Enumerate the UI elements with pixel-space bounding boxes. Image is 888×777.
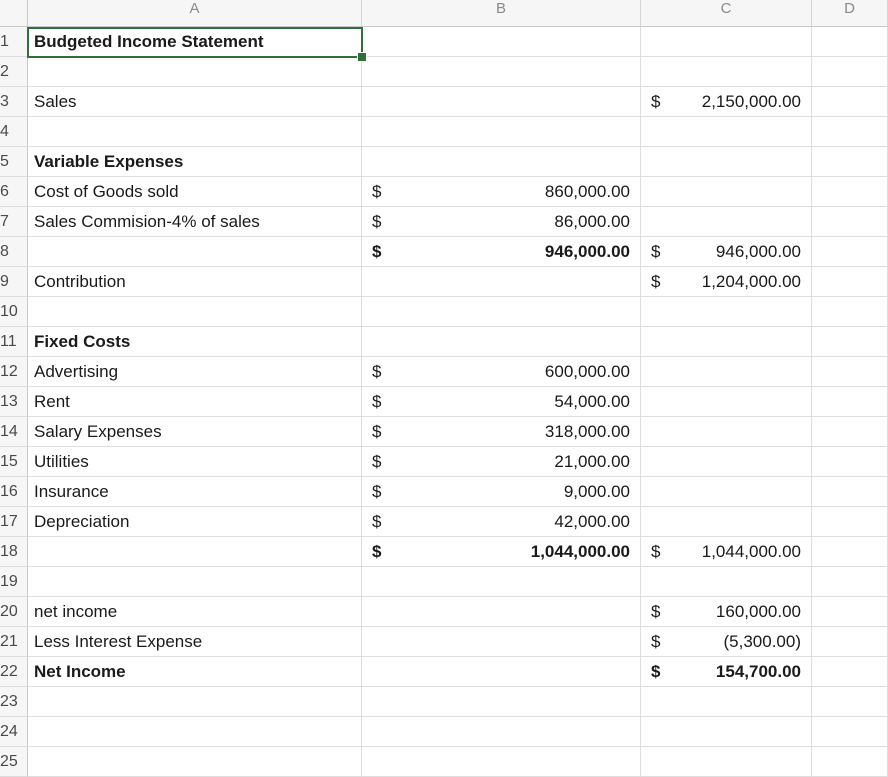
column-header-a[interactable]: A bbox=[28, 0, 362, 27]
cell-d[interactable] bbox=[812, 687, 888, 717]
cell-c-currency[interactable] bbox=[641, 417, 675, 447]
cell-c[interactable]: (5,300.00) bbox=[675, 627, 812, 657]
cell-b[interactable] bbox=[404, 597, 641, 627]
cell-a[interactable] bbox=[28, 747, 362, 777]
cell-b[interactable]: 21,000.00 bbox=[404, 447, 641, 477]
cell-c[interactable] bbox=[675, 357, 812, 387]
cell-c-currency[interactable] bbox=[641, 567, 675, 597]
cell-c[interactable]: 946,000.00 bbox=[675, 237, 812, 267]
cell-a[interactable] bbox=[28, 237, 362, 267]
row-header[interactable]: 19 bbox=[0, 567, 28, 597]
cell-c[interactable] bbox=[675, 207, 812, 237]
column-header-d[interactable]: D bbox=[812, 0, 888, 27]
cell-c[interactable]: 154,700.00 bbox=[675, 657, 812, 687]
cell-b[interactable]: 946,000.00 bbox=[404, 237, 641, 267]
row-header[interactable]: 23 bbox=[0, 687, 28, 717]
cell-c-currency[interactable] bbox=[641, 327, 675, 357]
cell-d[interactable] bbox=[812, 267, 888, 297]
row-header[interactable]: 22 bbox=[0, 657, 28, 687]
cell-d[interactable] bbox=[812, 477, 888, 507]
cell-c[interactable] bbox=[675, 447, 812, 477]
row-header[interactable]: 14 bbox=[0, 417, 28, 447]
cell-b[interactable] bbox=[404, 27, 641, 57]
cell-a[interactable]: Salary Expenses bbox=[28, 417, 362, 447]
cell-a[interactable]: Net Income bbox=[28, 657, 362, 687]
cell-c-currency[interactable] bbox=[641, 147, 675, 177]
cell-c[interactable]: 1,204,000.00 bbox=[675, 267, 812, 297]
cell-d[interactable] bbox=[812, 537, 888, 567]
cell-b-currency[interactable] bbox=[362, 627, 404, 657]
cell-b-currency[interactable]: $ bbox=[362, 177, 404, 207]
cell-c-currency[interactable]: $ bbox=[641, 87, 675, 117]
cell-d[interactable] bbox=[812, 57, 888, 87]
cell-b-currency[interactable] bbox=[362, 567, 404, 597]
row-header[interactable]: 12 bbox=[0, 357, 28, 387]
cell-b-currency[interactable]: $ bbox=[362, 357, 404, 387]
cell-a[interactable] bbox=[28, 297, 362, 327]
cell-b-currency[interactable]: $ bbox=[362, 237, 404, 267]
cell-a[interactable]: Budgeted Income Statement bbox=[28, 27, 362, 57]
cell-d[interactable] bbox=[812, 177, 888, 207]
cell-c-currency[interactable] bbox=[641, 177, 675, 207]
cell-a[interactable]: Cost of Goods sold bbox=[28, 177, 362, 207]
cell-b-currency[interactable]: $ bbox=[362, 507, 404, 537]
cell-c[interactable] bbox=[675, 507, 812, 537]
cell-c-currency[interactable]: $ bbox=[641, 237, 675, 267]
row-header[interactable]: 10 bbox=[0, 297, 28, 327]
cell-c[interactable] bbox=[675, 747, 812, 777]
cell-a[interactable]: Utilities bbox=[28, 447, 362, 477]
cell-b[interactable] bbox=[404, 87, 641, 117]
cell-c[interactable] bbox=[675, 687, 812, 717]
cell-b-currency[interactable] bbox=[362, 147, 404, 177]
cell-a[interactable]: Advertising bbox=[28, 357, 362, 387]
cell-b[interactable] bbox=[404, 717, 641, 747]
row-header[interactable]: 9 bbox=[0, 267, 28, 297]
cell-d[interactable] bbox=[812, 747, 888, 777]
cell-b-currency[interactable] bbox=[362, 27, 404, 57]
select-all-corner[interactable] bbox=[0, 0, 28, 27]
cell-c[interactable] bbox=[675, 297, 812, 327]
cell-b[interactable] bbox=[404, 117, 641, 147]
row-header[interactable]: 8 bbox=[0, 237, 28, 267]
cell-c[interactable] bbox=[675, 567, 812, 597]
row-header[interactable]: 18 bbox=[0, 537, 28, 567]
cell-c[interactable] bbox=[675, 57, 812, 87]
cell-b-currency[interactable] bbox=[362, 687, 404, 717]
cell-d[interactable] bbox=[812, 87, 888, 117]
cell-b-currency[interactable]: $ bbox=[362, 537, 404, 567]
cell-c[interactable] bbox=[675, 27, 812, 57]
cell-b-currency[interactable] bbox=[362, 657, 404, 687]
row-header[interactable]: 16 bbox=[0, 477, 28, 507]
cell-b[interactable] bbox=[404, 267, 641, 297]
cell-d[interactable] bbox=[812, 147, 888, 177]
cell-d[interactable] bbox=[812, 297, 888, 327]
cell-c-currency[interactable] bbox=[641, 27, 675, 57]
cell-a[interactable]: Less Interest Expense bbox=[28, 627, 362, 657]
cell-d[interactable] bbox=[812, 357, 888, 387]
cell-b-currency[interactable] bbox=[362, 747, 404, 777]
cell-b[interactable] bbox=[404, 687, 641, 717]
row-header[interactable]: 15 bbox=[0, 447, 28, 477]
cell-b[interactable]: 9,000.00 bbox=[404, 477, 641, 507]
cell-c-currency[interactable] bbox=[641, 507, 675, 537]
cell-a[interactable] bbox=[28, 687, 362, 717]
row-header[interactable]: 7 bbox=[0, 207, 28, 237]
cell-a[interactable] bbox=[28, 717, 362, 747]
cell-b[interactable]: 42,000.00 bbox=[404, 507, 641, 537]
cell-c-currency[interactable] bbox=[641, 717, 675, 747]
cell-c[interactable]: 2,150,000.00 bbox=[675, 87, 812, 117]
cell-b-currency[interactable] bbox=[362, 87, 404, 117]
cell-b-currency[interactable] bbox=[362, 267, 404, 297]
cell-b-currency[interactable]: $ bbox=[362, 447, 404, 477]
cell-d[interactable] bbox=[812, 117, 888, 147]
cell-b-currency[interactable]: $ bbox=[362, 477, 404, 507]
cell-c[interactable] bbox=[675, 717, 812, 747]
cell-a[interactable]: Fixed Costs bbox=[28, 327, 362, 357]
row-header[interactable]: 13 bbox=[0, 387, 28, 417]
cell-c-currency[interactable] bbox=[641, 207, 675, 237]
cell-c-currency[interactable]: $ bbox=[641, 267, 675, 297]
cell-c-currency[interactable] bbox=[641, 447, 675, 477]
cell-b[interactable]: 1,044,000.00 bbox=[404, 537, 641, 567]
cell-a[interactable]: Variable Expenses bbox=[28, 147, 362, 177]
row-header[interactable]: 21 bbox=[0, 627, 28, 657]
cell-b[interactable] bbox=[404, 57, 641, 87]
cell-a[interactable] bbox=[28, 537, 362, 567]
cell-a[interactable]: Contribution bbox=[28, 267, 362, 297]
cell-b[interactable]: 86,000.00 bbox=[404, 207, 641, 237]
cell-d[interactable] bbox=[812, 657, 888, 687]
cell-d[interactable] bbox=[812, 207, 888, 237]
row-header[interactable]: 24 bbox=[0, 717, 28, 747]
cell-c[interactable] bbox=[675, 117, 812, 147]
column-header-c[interactable]: C bbox=[641, 0, 812, 27]
cell-d[interactable] bbox=[812, 567, 888, 597]
cell-c[interactable] bbox=[675, 177, 812, 207]
cell-d[interactable] bbox=[812, 507, 888, 537]
cell-b-currency[interactable]: $ bbox=[362, 417, 404, 447]
row-header[interactable]: 20 bbox=[0, 597, 28, 627]
cell-a[interactable]: Sales Commision-4% of sales bbox=[28, 207, 362, 237]
cell-c-currency[interactable] bbox=[641, 117, 675, 147]
cell-a[interactable]: Sales bbox=[28, 87, 362, 117]
cell-b-currency[interactable] bbox=[362, 717, 404, 747]
cell-d[interactable] bbox=[812, 447, 888, 477]
cell-d[interactable] bbox=[812, 27, 888, 57]
cell-d[interactable] bbox=[812, 717, 888, 747]
cell-b[interactable] bbox=[404, 627, 641, 657]
row-header[interactable]: 6 bbox=[0, 177, 28, 207]
cell-c-currency[interactable] bbox=[641, 687, 675, 717]
cell-c-currency[interactable] bbox=[641, 387, 675, 417]
column-header-b[interactable]: B bbox=[362, 0, 641, 27]
cell-d[interactable] bbox=[812, 597, 888, 627]
cell-b[interactable] bbox=[404, 567, 641, 597]
cell-b[interactable]: 54,000.00 bbox=[404, 387, 641, 417]
row-header[interactable]: 17 bbox=[0, 507, 28, 537]
row-header[interactable]: 5 bbox=[0, 147, 28, 177]
row-header[interactable]: 4 bbox=[0, 117, 28, 147]
cell-d[interactable] bbox=[812, 387, 888, 417]
cell-b-currency[interactable]: $ bbox=[362, 207, 404, 237]
cell-a[interactable] bbox=[28, 57, 362, 87]
cell-c-currency[interactable]: $ bbox=[641, 597, 675, 627]
cell-c-currency[interactable] bbox=[641, 747, 675, 777]
cell-c[interactable] bbox=[675, 417, 812, 447]
fill-handle[interactable] bbox=[357, 52, 367, 62]
cell-b-currency[interactable] bbox=[362, 57, 404, 87]
cell-d[interactable] bbox=[812, 627, 888, 657]
cell-b-currency[interactable] bbox=[362, 597, 404, 627]
cell-b[interactable] bbox=[404, 297, 641, 327]
cell-b-currency[interactable] bbox=[362, 327, 404, 357]
cell-d[interactable] bbox=[812, 327, 888, 357]
cell-c[interactable] bbox=[675, 327, 812, 357]
cell-b-currency[interactable] bbox=[362, 297, 404, 327]
cell-b[interactable] bbox=[404, 747, 641, 777]
cell-c-currency[interactable]: $ bbox=[641, 657, 675, 687]
row-header[interactable]: 2 bbox=[0, 57, 28, 87]
cell-c[interactable] bbox=[675, 147, 812, 177]
cell-d[interactable] bbox=[812, 237, 888, 267]
cell-b[interactable]: 860,000.00 bbox=[404, 177, 641, 207]
cell-b[interactable] bbox=[404, 327, 641, 357]
cell-a[interactable] bbox=[28, 567, 362, 597]
row-header[interactable]: 1 bbox=[0, 27, 28, 57]
cell-b-currency[interactable]: $ bbox=[362, 387, 404, 417]
cell-a[interactable]: net income bbox=[28, 597, 362, 627]
cell-b[interactable]: 600,000.00 bbox=[404, 357, 641, 387]
cell-a[interactable] bbox=[28, 117, 362, 147]
cell-b[interactable] bbox=[404, 147, 641, 177]
cell-c[interactable]: 160,000.00 bbox=[675, 597, 812, 627]
cell-c[interactable] bbox=[675, 387, 812, 417]
cell-c-currency[interactable] bbox=[641, 477, 675, 507]
cell-c-currency[interactable]: $ bbox=[641, 537, 675, 567]
cell-b[interactable] bbox=[404, 657, 641, 687]
row-header[interactable]: 25 bbox=[0, 747, 28, 777]
row-header[interactable]: 11 bbox=[0, 327, 28, 357]
cell-a[interactable]: Depreciation bbox=[28, 507, 362, 537]
cell-c-currency[interactable] bbox=[641, 57, 675, 87]
cell-c-currency[interactable]: $ bbox=[641, 627, 675, 657]
row-header[interactable]: 3 bbox=[0, 87, 28, 117]
cell-c[interactable]: 1,044,000.00 bbox=[675, 537, 812, 567]
cell-c-currency[interactable] bbox=[641, 357, 675, 387]
cell-b-currency[interactable] bbox=[362, 117, 404, 147]
cell-a[interactable]: Insurance bbox=[28, 477, 362, 507]
cell-c[interactable] bbox=[675, 477, 812, 507]
cell-c-currency[interactable] bbox=[641, 297, 675, 327]
cell-b[interactable]: 318,000.00 bbox=[404, 417, 641, 447]
cell-d[interactable] bbox=[812, 417, 888, 447]
cell-a[interactable]: Rent bbox=[28, 387, 362, 417]
